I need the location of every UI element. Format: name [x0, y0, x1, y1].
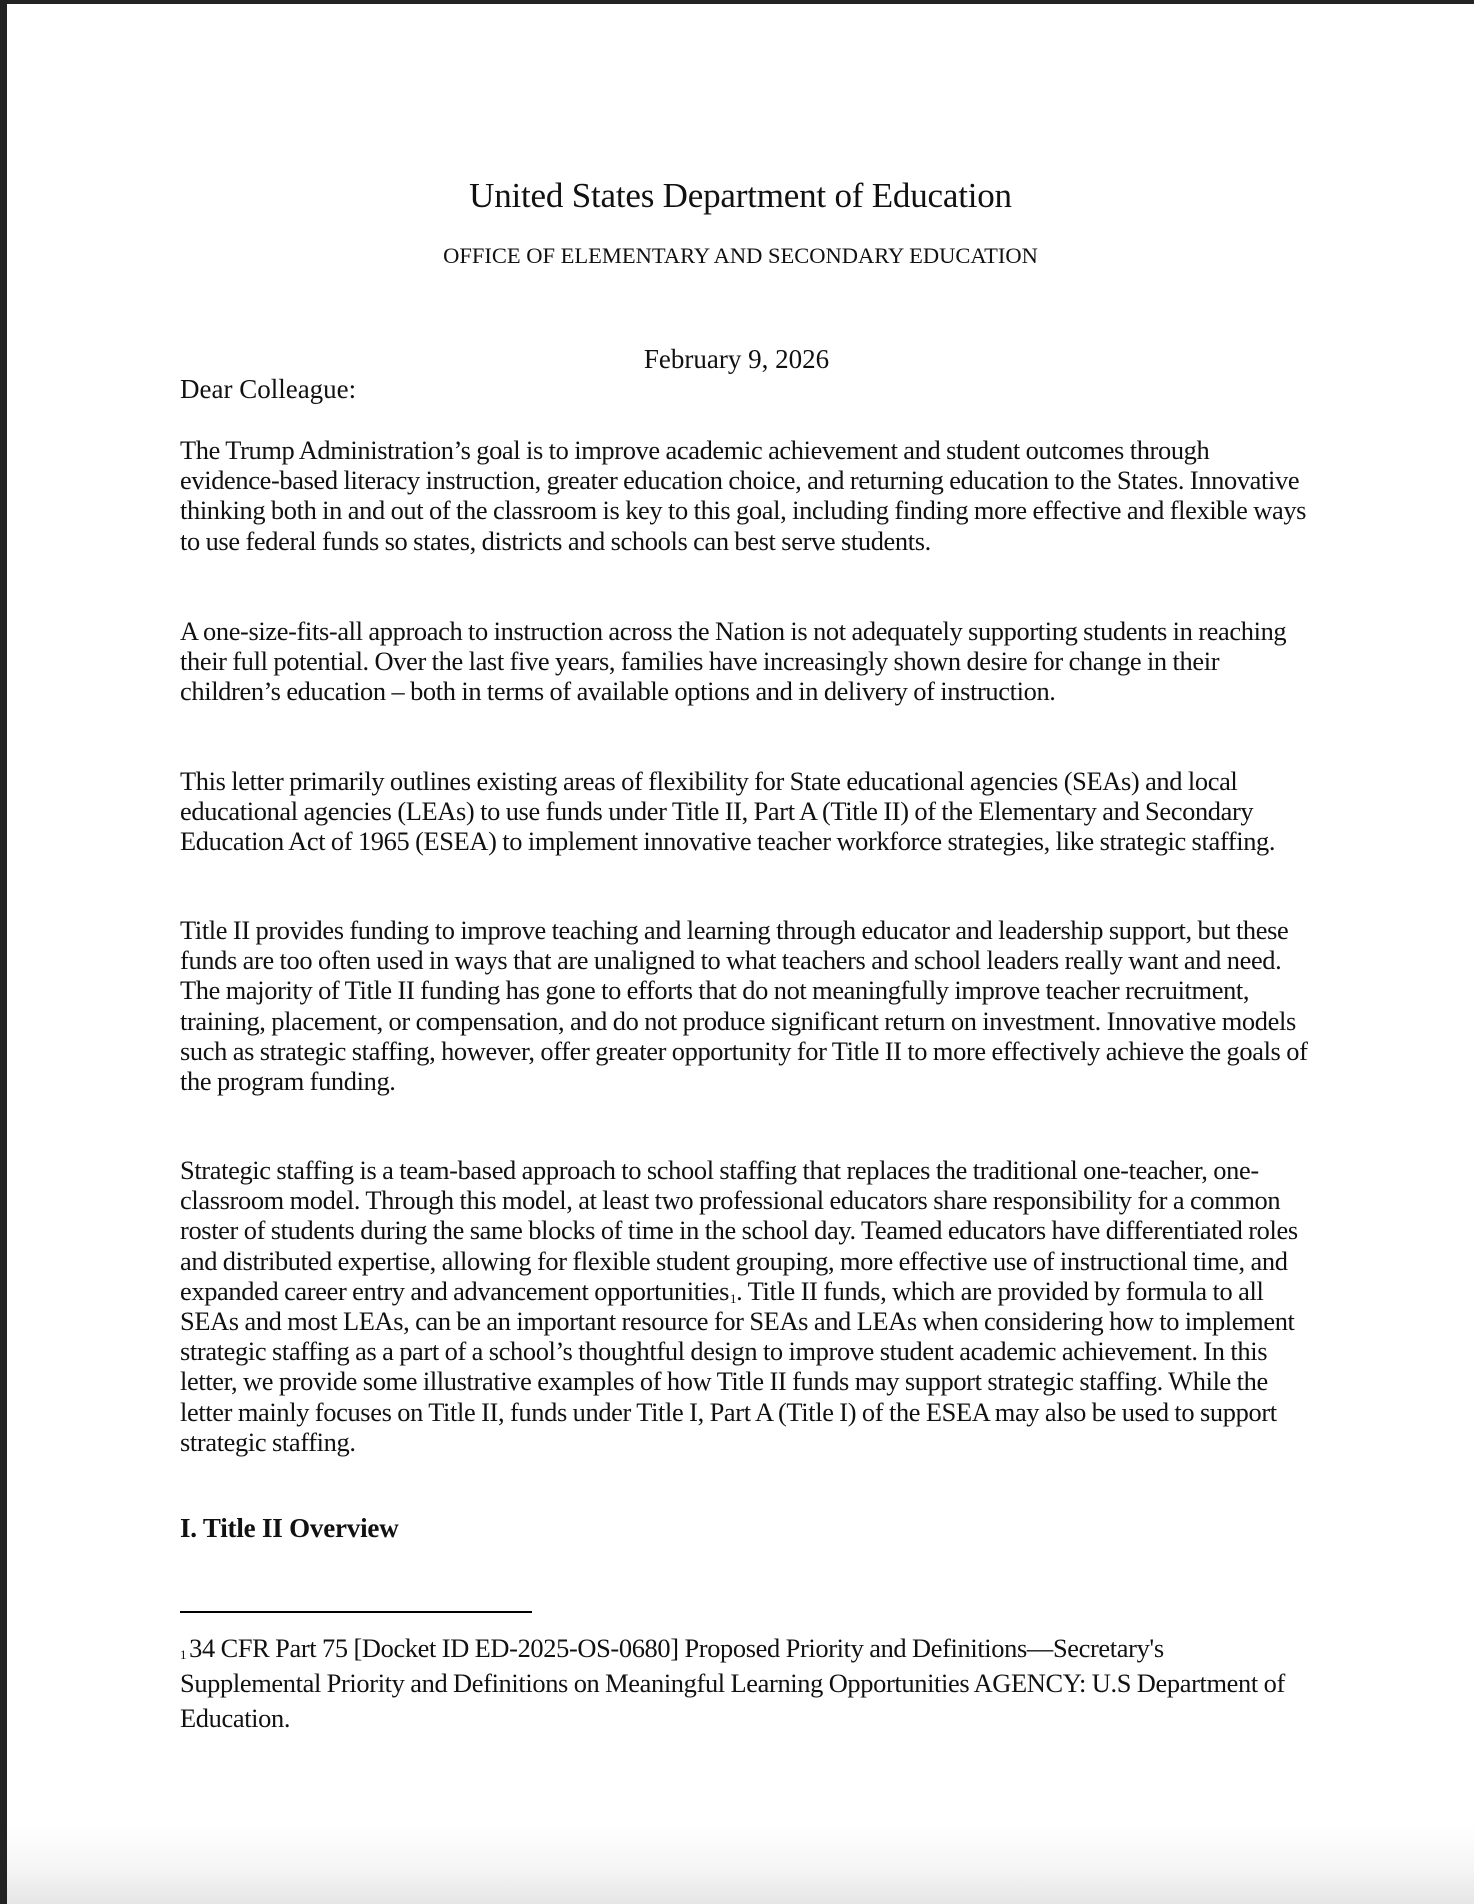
footnote-text: 34 CFR Part 75 [Docket ID ED-2025-OS-0680] Proposed Priority and Definitions—Secretary's Supplemental Priority and Definitions on Meaningful Learning Opportunities AGENCY: U.S Department of Education. [180, 1633, 1285, 1733]
paragraph-5-text-continued: . Title II funds, which are provided by formula to all SEAs and most LEAs, can be an important resource for SEAs and LEAs when considering how to implement strategic staffing as a part of a school’s thoughtful design to improve student academic achievement. In this letter, we provide some illustrative examples of how Title II funds may support strategic staffing. While the letter mainly focuses on Title II, funds under Title I, Part A (Title I) of the ESEA may also be used to support strategic staffing. [180, 1275, 1295, 1457]
salutation: Dear Colleague: [180, 374, 357, 404]
letterhead-office: OFFICE OF ELEMENTARY AND SECONDARY EDUCATION [443, 243, 1038, 268]
document-page [7, 4, 1474, 1904]
footnote-divider [180, 1611, 532, 1613]
footnote-number: 1 [180, 1647, 187, 1662]
paragraph-1: The Trump Administration’s goal is to improve academic achievement and student outcomes through evidence-based literacy instruction, greater education choice, and returning education to the States. Innovative thinking both in and out of the classroom is key to this goal, including finding more effective and flexible ways to use federal funds so states, districts and schools can best serve students. [180, 435, 1307, 556]
paragraph-5 [180, 1155, 1310, 1457]
paragraph-3: This letter primarily outlines existing areas of flexibility for State educational agencies (SEAs) and local educational agencies (LEAs) to use funds under Title II, Part A (Title II) of the Elementary and Secondary Education Act of 1965 (ESEA) to implement innovative teacher workforce strategies, like strategic staffing. [180, 766, 1276, 857]
letter-date: February 9, 2026 [643, 344, 830, 374]
paragraph-2: A one-size-fits-all approach to instruction across the Nation is not adequately supporting students in reaching their full potential. Over the last five years, families have increasingly shown desire for change in their children’s education – both in terms of available options and in delivery of instruction. [180, 616, 1287, 707]
section-heading: I. Title II Overview [180, 1513, 399, 1543]
paragraph-4: Title II provides funding to improve teaching and learning through educator and leadership support, but these funds are too often used in ways that are unaligned to what teachers and school leaders really want and need. The majority of Title II funding has gone to efforts that do not meaningfully improve teacher recruitment, training, placement, or compensation, and do not produce significant return on investment. Innovative models such as strategic staffing, however, offer greater opportunity for Title II to more effectively achieve the goals of the program funding. [180, 915, 1308, 1097]
footnote-reference[interactable]: 1 [730, 1290, 737, 1306]
letterhead-title: United States Department of Education [469, 176, 1012, 215]
paragraph-5-text: Strategic staffing is a team-based approach to school staffing that replaces the traditional one-teacher, one-classroom model. Through this model, at least two professional educators share responsibility for a common roster of students during the same blocks of time in the school day. Teamed educators have differentiated roles and distributed expertise, allowing for flexible student grouping, more effective use of instructional time, and expanded career entry and advancement opportunities [180, 1155, 1298, 1306]
footnote [180, 1631, 1310, 1736]
